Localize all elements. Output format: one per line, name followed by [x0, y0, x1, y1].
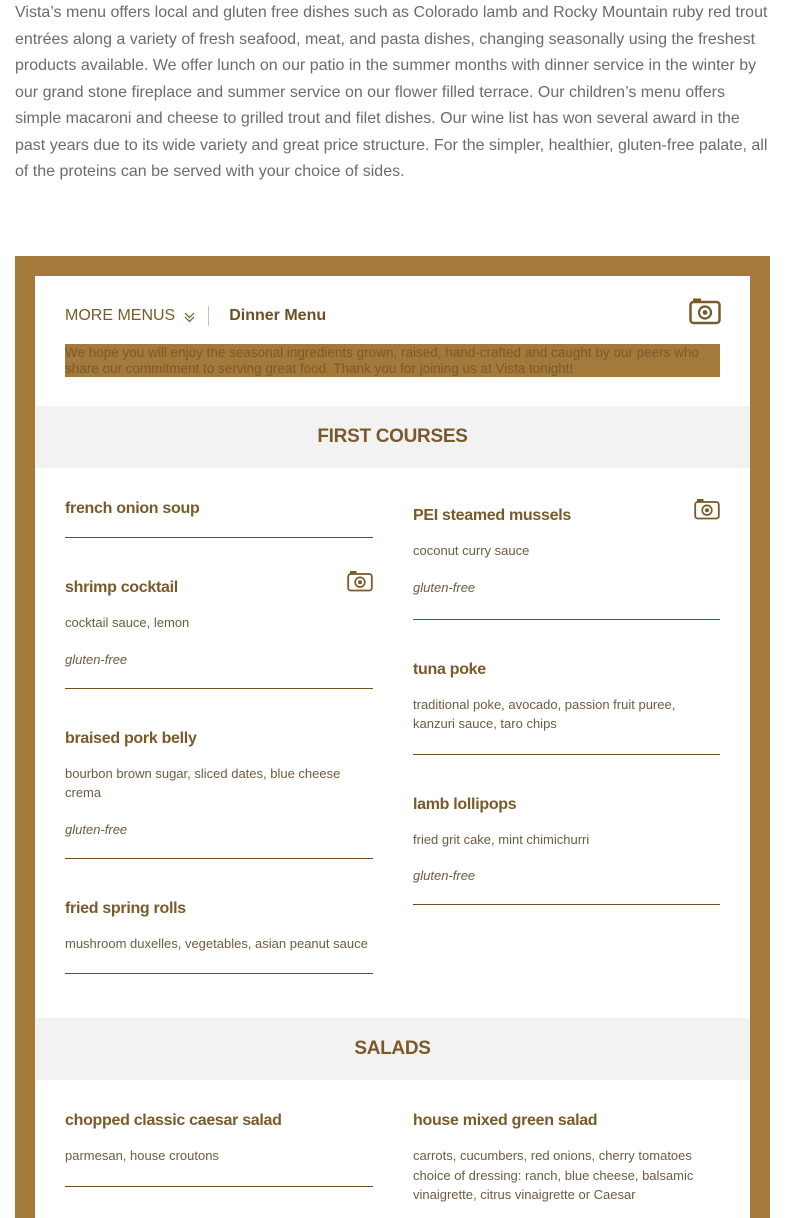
more-menus-dropdown[interactable] — [65, 306, 209, 326]
item-name: house mixed green salad — [413, 1112, 598, 1129]
intro-paragraph: Vista’s menu offers local and gluten free dishes such as Colorado lamb and Rocky Mountain ruby red trout entrées along a variety of fresh seafood, meat, and pasta dishes, changing seasonally using the freshest products available. We offer lunch on our patio in the summer months with dinner service in the winter by our grand stone fireplace and summer service on our flower filled terrace. Our children’s menu offers simple macaroni and cheese to grilled trout and filet dishes. Our wine list has won several award in the past years due to its wide variety and great price structure. For the simpler, healthier, gluten-free palate, all of the proteins can be served with your choice of sides. — [15, 4, 768, 180]
item-description: fried grit cake, mint chimichurri — [413, 831, 590, 847]
menu-item — [65, 897, 373, 975]
item-tag-gluten-free: gluten-free — [413, 868, 476, 883]
item-name: tuna poke — [413, 660, 486, 678]
item-name: fried spring rolls — [65, 899, 186, 917]
first-courses-right-column — [413, 504, 720, 943]
camera-icon[interactable] — [347, 570, 373, 592]
menu-bar — [65, 304, 326, 328]
item-name: shrimp cocktail — [65, 579, 178, 596]
menu-item — [413, 793, 720, 906]
item-name: chopped classic caesar salad — [65, 1112, 282, 1129]
menu-item — [413, 1109, 720, 1218]
menu-item — [413, 658, 720, 755]
item-name: lamb lollipops — [413, 795, 517, 813]
more-menus-label: MORE MENUS — [65, 307, 176, 324]
item-description: traditional poke, avocado, passion fruit puree, kanzuri sauce, taro chips — [413, 696, 676, 731]
item-tag-gluten-free: gluten-free — [65, 821, 128, 837]
salads-left-column — [65, 1109, 373, 1218]
menu-item — [65, 576, 373, 689]
salads-right-column — [413, 1109, 720, 1218]
first-courses-left-column — [65, 497, 373, 1012]
section-heading-first-courses: FIRST COURSES — [35, 406, 750, 468]
camera-icon[interactable] — [694, 498, 720, 520]
menu-item — [65, 1109, 373, 1187]
item-description: cocktail sauce, lemon — [65, 615, 190, 630]
item-description: parmesan, house croutons — [65, 1148, 219, 1163]
menu-item — [65, 727, 373, 859]
current-menu-title: Dinner Menu — [229, 307, 327, 324]
item-name: PEI steamed mussels — [413, 507, 571, 524]
menu-item — [65, 497, 373, 538]
chevron-down-icon — [183, 310, 196, 323]
item-tag-gluten-free: gluten-free — [413, 579, 476, 595]
menu-notice: We hope you will enjoy the seasonal ingredients grown, raised, hand-crafted and caught by our peers who share our commitment to serving great food. Thank you for joining us at Vista tonight! — [65, 344, 720, 377]
item-description: coconut curry sauce — [413, 543, 530, 558]
item-description: carrots, cucumbers, red onions, cherry tomatoes choice of dressing: ranch, blue cheese, balsamic vinaigrette, citrus vinaigrette or Caesar — [413, 1148, 694, 1202]
item-tag-gluten-free: gluten-free — [65, 651, 128, 667]
section-heading-salads: SALADS — [35, 1018, 750, 1080]
camera-icon[interactable] — [689, 297, 721, 325]
item-description: mushroom duxelles, vegetables, asian peanut sauce — [65, 935, 368, 951]
item-name: braised pork belly — [65, 729, 197, 747]
menu-panel — [35, 276, 750, 1218]
item-name: french onion soup — [65, 500, 200, 517]
item-description: bourbon brown sugar, sliced dates, blue cheese crema — [65, 765, 341, 800]
menu-item — [413, 504, 720, 620]
